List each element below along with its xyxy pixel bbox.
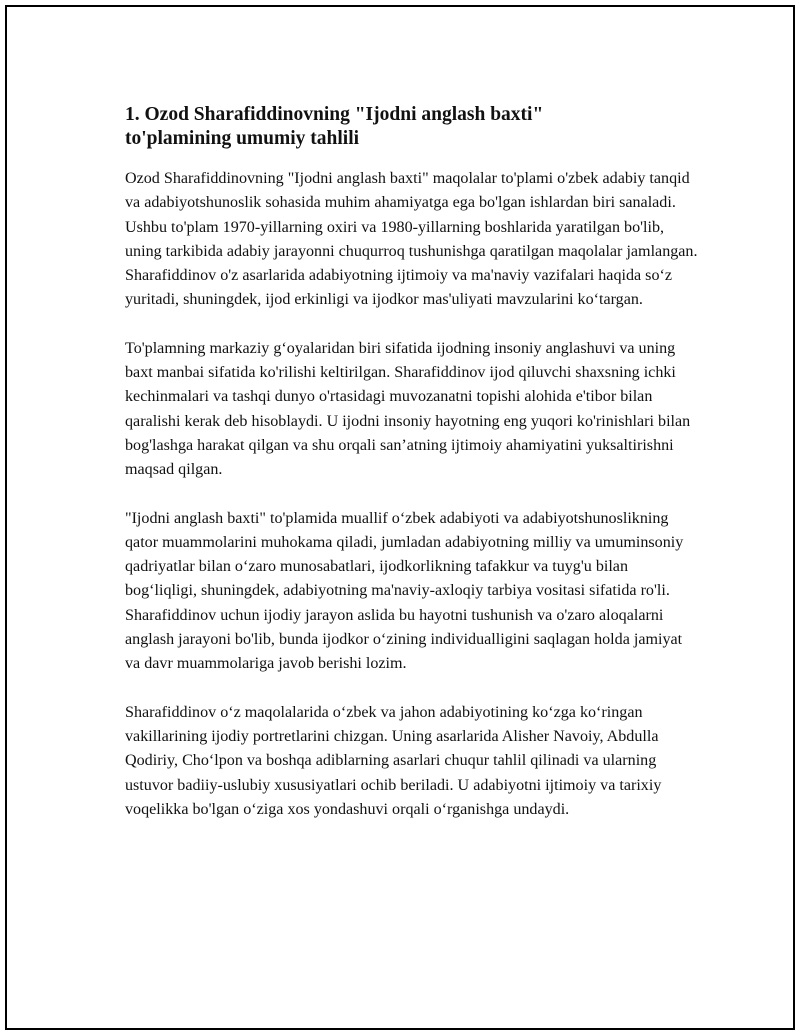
paragraph-3: "Ijodni anglash baxti" to'plamida muallif o‘zbek adabiyoti va adabiyotshunoslikning qator muammolarini muhokama qiladi, jumladan adabiyotning milliy va umuminsoniy qadriyatlar bilan o‘zaro munosabatlari, ijodkorlikning tafakkur va tuyg'u bilan bog‘liqligi, shuningdek, adabiyotning ma'naviy-axloqiy tarbiya vositasi sifatida ro'li. Sharafiddinov uchun ijodiy jarayon aslida bu hayotni tushunish va o'zaro aloqalarni anglash jarayoni bo'lib, bunda ijodkor o‘zining individualligini saqlagan holda jamiyat va davr muammolariga javob berishi lozim. (125, 509, 684, 673)
paragraph-4: Sharafiddinov o‘z maqolalarida o‘zbek va jahon adabiyotining ko‘zga ko‘ringan vakillarining ijodiy portretlarini chizgan. Uning asarlarida Alisher Navoiy, Abdulla Qodiriy, Cho‘lpon va boshqa adiblarning asarlari chuqur tahlil qilinadi va ularning ustuvor badiiy-uslubiy xususiyatlari ochib beriladi. U adabiyotni ijtimoiy va tarixiy voqelikka bo'lgan o‘ziga xos yondashuvi orqali o‘rganishga undaydi. (125, 703, 662, 818)
section-heading-line-2: to'plamining umumiy tahlili (125, 128, 360, 149)
document-body (125, 103, 700, 846)
paragraph-1: Ozod Sharafiddinovning "Ijodni anglash baxti" maqolalar to'plami o'zbek adabiy tanqid va adabiyotshunoslik sohasida muhim ahamiyatga ega bo'lgan ishlardan biri sanaladi. Ushbu to'plam 1970-yillarning oxiri va 1980-yillarning boshlarida yaratilgan bo'lib, uning tarkibida adabiy jarayonni chuqurroq tushunishga qaratilgan maqolalar jamlangan. Sharafiddinov o'z asarlarida adabiyotning ijtimoiy va ma'naviy vazifalari haqida so‘z yuritadi, shuningdek, ijod erkinligi va ijodkor mas'uliyati mavzularini ko‘targan. (125, 170, 698, 309)
page-border (5, 5, 795, 1030)
section-heading (125, 103, 700, 151)
paragraph-2: To'plamning markaziy g‘oyalaridan biri sifatida ijodning insoniy anglashuvi va uning baxt manbai sifatida ko'rilishi keltirilgan. Sharafiddinov ijod qiluvchi shaxsning ichki kechinmalari va tashqi dunyo o'rtasidagi muvozanatni topishi alohida e'tibor bilan qaralishi kerak deb hisoblaydi. U ijodni insoniy hayotning eng yuqori ko'rinishlari bilan bog'lashga harakat qilgan va shu orqali san’atning ijtimoiy ahamiyatini yuksaltirishni maqsad qilgan. (125, 339, 691, 479)
section-heading-line-1: 1. Ozod Sharafiddinovning "Ijodni anglash baxti" (125, 104, 544, 125)
